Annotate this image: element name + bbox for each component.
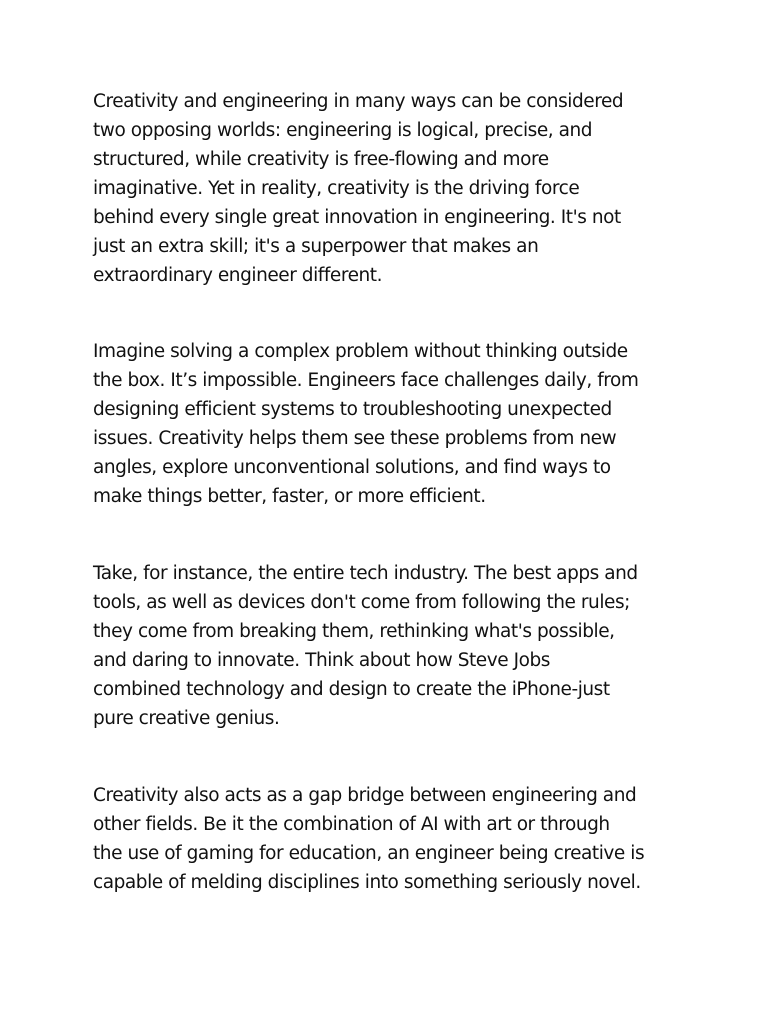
paragraph-line: extraordinary engineer different. [93,265,383,286]
paragraph-line: other fields. Be it the combination of AI with art or through [93,814,610,835]
paragraph-4 [93,781,693,897]
paragraph-line: structured, while creativity is free-flowing and more [93,149,549,170]
paragraph-line: Imagine solving a complex problem without thinking outside [93,341,628,362]
paragraph-line: Take, for instance, the entire tech industry. The best apps and [93,563,638,584]
paragraph-line: Creativity and engineering in many ways can be considered [93,91,624,112]
paragraph-line: just an extra skill; it's a superpower that makes an [93,236,539,257]
paragraph-line: pure creative genius. [93,708,280,729]
paragraph-line: angles, explore unconventional solutions, and find ways to [93,457,611,478]
paragraph-line: tools, as well as devices don't come from following the rules; [93,592,630,613]
paragraph-1 [93,87,693,290]
paragraph-line: designing efficient systems to troubleshooting unexpected [93,399,612,420]
paragraph-line: imaginative. Yet in reality, creativity is the driving force [93,178,580,199]
paragraph-line: the box. It’s impossible. Engineers face challenges daily, from [93,370,639,391]
paragraph-line: the use of gaming for education, an engineer being creative is [93,843,645,864]
paragraph-3 [93,559,693,733]
paragraph-2 [93,337,693,511]
paragraph-line: they come from breaking them, rethinking what's possible, [93,621,615,642]
paragraph-line: combined technology and design to create the iPhone-just [93,679,610,700]
paragraph-line: issues. Creativity helps them see these problems from new [93,428,617,449]
paragraph-line: capable of melding disciplines into something seriously novel. [93,872,641,893]
paragraph-line: Creativity also acts as a gap bridge between engineering and [93,785,637,806]
paragraph-line: make things better, faster, or more efficient. [93,486,486,507]
paragraph-line: behind every single great innovation in engineering. It's not [93,207,621,228]
paragraph-line: and daring to innovate. Think about how Steve Jobs [93,650,550,671]
paragraph-line: two opposing worlds: engineering is logical, precise, and [93,120,593,141]
